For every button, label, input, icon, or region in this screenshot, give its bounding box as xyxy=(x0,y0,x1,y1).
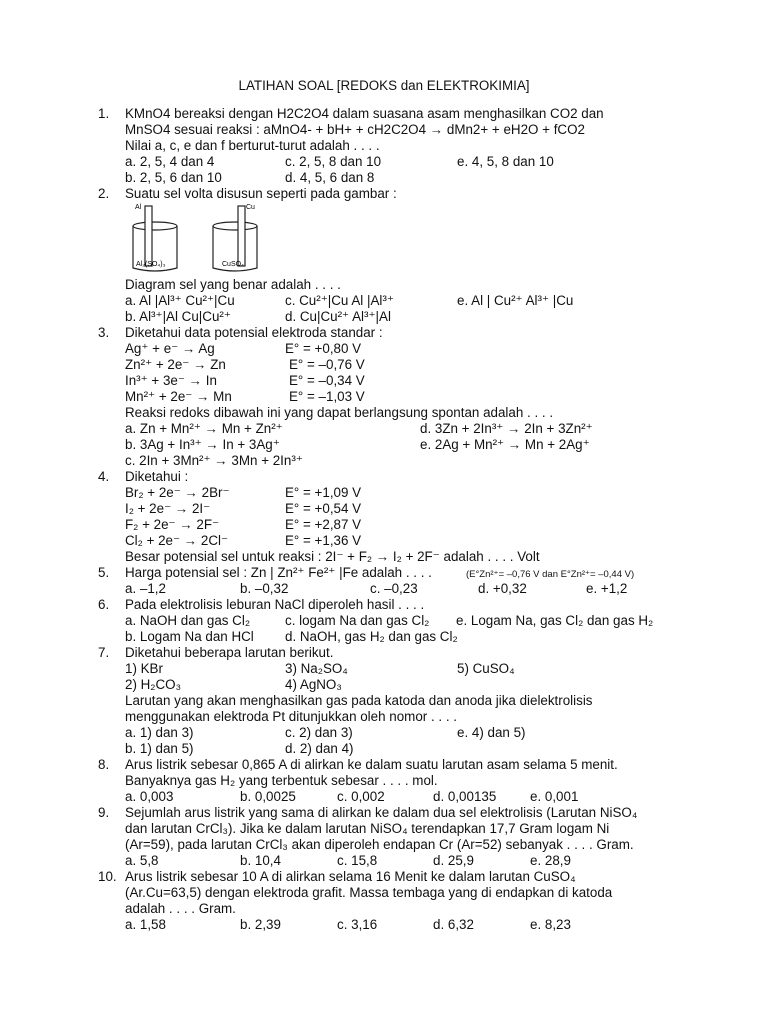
option-a: a. 0,003 xyxy=(125,789,174,804)
solution-item: 5) CuSO₄ xyxy=(457,661,515,676)
option-c: c. logam Na dan gas Cl₂ xyxy=(285,613,430,628)
page-title: LATIHAN SOAL [REDOKS dan ELEKTROKIMIA] xyxy=(238,78,530,93)
option-a: a. Al |Al³⁺ Cu²⁺|Cu xyxy=(125,293,235,308)
half-reaction: Br₂ + 2e⁻ → 2Br⁻ xyxy=(125,485,230,500)
option-c: c. 2, 5, 8 dan 10 xyxy=(285,154,382,169)
option-e: e. 4, 5, 8 dan 10 xyxy=(457,154,554,169)
question-text: Nilai a, c, e dan f berturut-turut adalah . . . . xyxy=(125,138,380,153)
question-number: 4. xyxy=(98,469,110,484)
question-text: MnSO4 sesuai reaksi : aMnO4- + bH+ + cH2C2O4 → dMn2+ + eH2O + fCO2 xyxy=(125,122,585,137)
half-reaction: In³⁺ + 3e⁻ → In xyxy=(125,373,217,388)
option-e: e. Al | Cu²⁺ Al³⁺ |Cu xyxy=(457,293,574,308)
question-text: Larutan yang akan menghasilkan gas pada katoda dan anoda jika dielektrolisis xyxy=(125,693,593,708)
left-electrode xyxy=(145,206,152,266)
option-c: c. Cu²⁺|Cu Al |Al³⁺ xyxy=(285,293,394,308)
option-e: e. 0,001 xyxy=(530,789,579,804)
option-d: d. 6,32 xyxy=(433,917,474,932)
solution-item: 3) Na₂SO₄ xyxy=(285,661,348,676)
solution-item: 2) H₂CO₃ xyxy=(125,677,182,692)
half-reaction: Ag⁺ + e⁻ → Ag xyxy=(125,341,215,356)
question-text: Diketahui beberapa larutan berikut. xyxy=(125,645,334,660)
question-text: Reaksi redoks dibawah ini yang dapat berlangsung spontan adalah . . . . xyxy=(125,405,554,420)
left-electrode-label: Al xyxy=(135,204,142,211)
option-d: d. 3Zn + 2In³⁺ → 2In + 3Zn²⁺ xyxy=(420,421,593,436)
electrode-potential: E° = +1,09 V xyxy=(285,485,362,500)
question-text: dan larutan CrCl₃). Jika ke dalam larutan NiSO₄ terendapkan 17,7 Gram logam Ni xyxy=(125,821,610,836)
half-reaction: Mn²⁺ + 2e⁻ → Mn xyxy=(125,389,232,404)
option-a: a. 1) dan 3) xyxy=(125,725,194,740)
question-text: Sejumlah arus listrik yang sama di alirkan ke dalam dua sel elektrolisis (Larutan NiSO₄ xyxy=(125,805,638,820)
option-b: b. 0,0025 xyxy=(240,789,296,804)
question-number: 3. xyxy=(98,325,110,340)
electrode-potential: E° = –0,34 V xyxy=(289,373,365,388)
question-text: menggunakan elektroda Pt ditunjukkan oleh nomor . . . . xyxy=(125,709,457,724)
option-a: a. 5,8 xyxy=(125,853,159,868)
option-c: c. 0,002 xyxy=(337,789,385,804)
option-d: d. NaOH, gas H₂ dan gas Cl₂ xyxy=(285,629,458,644)
right-electrode-label: Cu xyxy=(246,204,255,211)
question-number: 8. xyxy=(98,757,110,772)
option-d: d. Cu|Cu²⁺ Al³⁺|Al xyxy=(285,309,391,324)
question-text: Banyaknya gas H₂ yang terbentuk sebesar . . . . mol. xyxy=(125,773,438,788)
option-e: e. 28,9 xyxy=(530,853,571,868)
half-reaction: Zn²⁺ + 2e⁻ → Zn xyxy=(125,357,226,372)
electrode-potential: E° = +2,87 V xyxy=(285,517,362,532)
option-d: d. +0,32 xyxy=(478,581,527,596)
question-number: 9. xyxy=(98,805,110,820)
question-text: (Ar.Cu=63,5) dengan elektroda grafit. Massa tembaga yang di endapkan di katoda xyxy=(125,885,613,900)
option-b: b. 2, 5, 6 dan 10 xyxy=(125,170,222,185)
question-text: Harga potensial sel : Zn | Zn²⁺ Fe²⁺ |Fe adalah . . . . xyxy=(125,565,432,580)
right-beaker-rim xyxy=(213,222,257,230)
electrode-potential: E° = +0,80 V xyxy=(285,341,362,356)
electrode-potential: E° = +0,54 V xyxy=(285,501,362,516)
option-b: b. 3Ag + In³⁺ → In + 3Ag⁺ xyxy=(125,437,280,452)
option-c: c. –0,23 xyxy=(370,581,418,596)
option-c: c. 3,16 xyxy=(337,917,378,932)
option-b: b. 2,39 xyxy=(240,917,281,932)
question-text: Arus listrik sebesar 0,865 A di alirkan ke dalam suatu larutan asam selama 5 menit. xyxy=(125,757,618,772)
electrode-potential: E° = –0,76 V xyxy=(289,357,365,372)
option-d: d. 0,00135 xyxy=(433,789,497,804)
question-text: Diketahui data potensial elektroda standar : xyxy=(125,325,383,340)
question-text: Diagram sel yang benar adalah . . . . xyxy=(125,277,341,292)
option-a: a. NaOH dan gas Cl₂ xyxy=(125,613,251,628)
question-number: 6. xyxy=(98,597,110,612)
option-b: b. Al³⁺|Al Cu|Cu²⁺ xyxy=(125,309,231,324)
question-text: Arus listrik sebesar 10 A di alirkan selama 16 Menit ke dalam larutan CuSO₄ xyxy=(125,869,576,884)
option-c: c. 2) dan 3) xyxy=(285,725,353,740)
option-d: d. 4, 5, 6 dan 8 xyxy=(285,170,375,185)
question-text: KMnO4 bereaksi dengan H2C2O4 dalam suasana asam menghasilkan CO2 dan xyxy=(125,106,604,121)
option-e: e. Logam Na, gas Cl₂ dan gas H₂ xyxy=(456,613,654,628)
option-c: c. 2In + 3Mn²⁺ → 3Mn + 2In³⁺ xyxy=(125,453,303,468)
question-number: 5. xyxy=(98,565,110,580)
option-a: a. –1,2 xyxy=(125,581,166,596)
half-reaction: I₂ + 2e⁻ → 2I⁻ xyxy=(125,501,211,516)
option-e: e. 4) dan 5) xyxy=(457,725,526,740)
option-a: a. 1,58 xyxy=(125,917,166,932)
question-text: Besar potensial sel untuk reaksi : 2I⁻ + F₂ → I₂ + 2F⁻ adalah . . . . Volt xyxy=(125,549,540,564)
solution-item: 1) KBr xyxy=(125,661,163,676)
option-c: c. 15,8 xyxy=(337,853,378,868)
option-d: d. 2) dan 4) xyxy=(285,741,354,756)
electrode-potential: E° = –1,03 V xyxy=(289,389,365,404)
right-solution-label: CuSO₄ xyxy=(222,261,244,268)
question-note: (E°Zn²⁺= –0,76 V dan E°Zn²⁺= –0,44 V) xyxy=(466,569,635,580)
solution-item: 4) AgNO₃ xyxy=(285,677,342,692)
half-reaction: Cl₂ + 2e⁻ → 2Cl⁻ xyxy=(125,533,229,548)
option-e: e. 8,23 xyxy=(530,917,571,932)
question-number: 1. xyxy=(98,106,110,121)
option-b: b. 10,4 xyxy=(240,853,281,868)
left-solution-label: Al₂(SO₄)₃ xyxy=(136,261,166,268)
question-text: Diketahui : xyxy=(125,469,189,484)
voltaic-cell-figure xyxy=(125,200,285,274)
half-reaction: F₂ + 2e⁻ → 2F⁻ xyxy=(125,517,220,532)
option-a: a. Zn + Mn²⁺ → Mn + Zn²⁺ xyxy=(125,421,283,436)
option-b: b. –0,32 xyxy=(240,581,289,596)
question-number: 10. xyxy=(98,869,117,884)
left-beaker-rim xyxy=(133,222,177,230)
question-text: adalah . . . . Gram. xyxy=(125,901,236,916)
option-e: e. 2Ag + Mn²⁺ → Mn + 2Ag⁺ xyxy=(420,437,590,452)
question-text: (Ar=59), pada larutan CrCl₃ akan diperoleh endapan Cr (Ar=52) sebanyak . . . . Gram. xyxy=(125,837,634,852)
question-text: Suatu sel volta disusun seperti pada gambar : xyxy=(125,186,397,201)
option-d: d. 25,9 xyxy=(433,853,474,868)
option-b: b. Logam Na dan HCl xyxy=(125,629,254,644)
option-e: e. +1,2 xyxy=(586,581,628,596)
question-number: 2. xyxy=(98,186,110,201)
electrode-potential: E° = +1,36 V xyxy=(285,533,362,548)
right-electrode xyxy=(238,206,245,266)
question-text: Pada elektrolisis leburan NaCl diperoleh hasil . . . . xyxy=(125,597,425,612)
option-b: b. 1) dan 5) xyxy=(125,741,194,756)
question-number: 7. xyxy=(98,645,110,660)
option-a: a. 2, 5, 4 dan 4 xyxy=(125,154,215,169)
